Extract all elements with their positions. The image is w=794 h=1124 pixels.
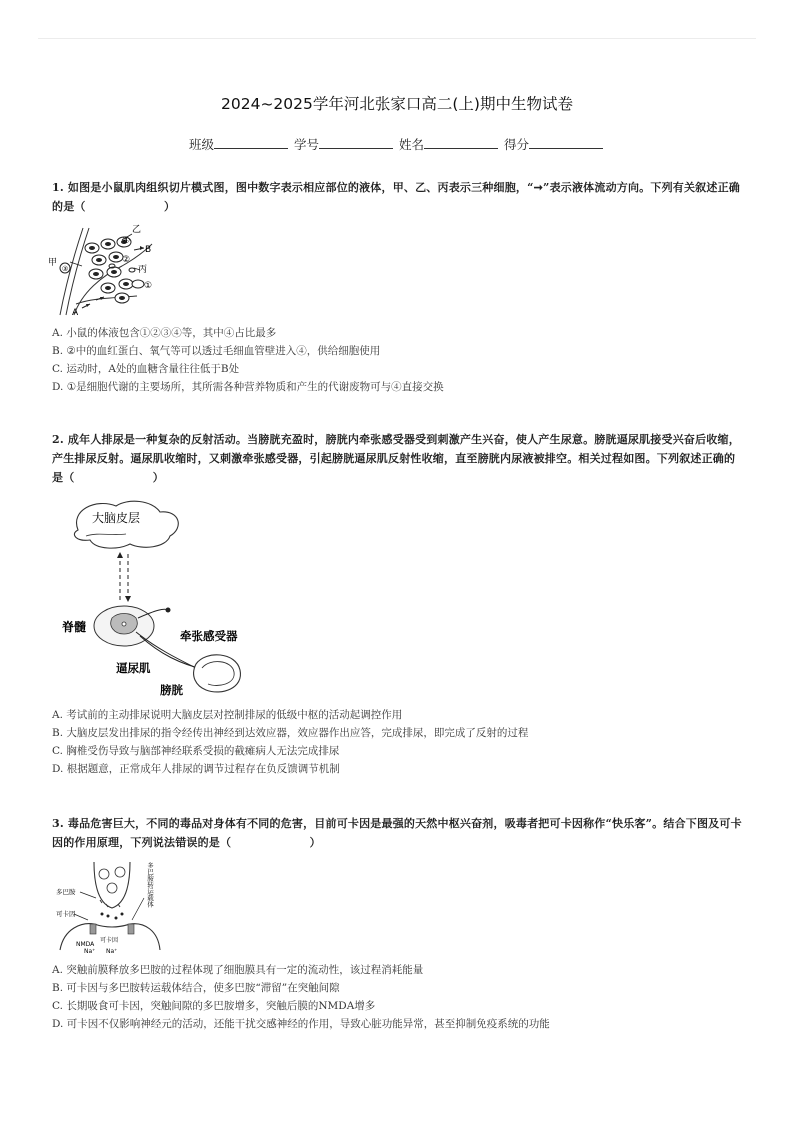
question-3-options [52,961,742,1033]
q3-option-a[interactable]: A. 突触前膜释放多巴胺的过程体现了细胞膜具有一定的流动性，该过程消耗能量 [52,964,424,976]
q3-option-b[interactable]: B. 可卡因与多巴胺转运载体结合，使多巴胺“滞留”在突触间隙 [52,982,340,994]
fig3-label-na-1: Na⁺ [84,948,96,955]
fig2-label-cortex: 大脑皮层 [92,511,141,525]
fig1-label-b: B [145,245,152,255]
fig1-label-yi: 乙 [132,225,142,235]
question-3 [52,814,742,852]
q3-option-d[interactable]: D. 可卡因不仅影响神经元的活动，还能干扰交感神经的作用，导致心脏功能异常，甚至抑制免疫系统的功能 [52,1018,550,1030]
name-blank [424,135,498,149]
question-3-figure [54,858,166,954]
fig1-label-a: A [72,308,79,318]
fig3-label-nmda: NMDA [76,941,95,948]
fig2-label-bladder: 膀胱 [160,683,183,697]
q2-option-d[interactable]: D. 根据题意，正常成年人排尿的调节过程存在负反馈调节机制 [52,763,340,775]
question-1-options [52,324,742,396]
fig3-label-cocaine: 可卡因 [56,910,76,918]
question-1-stem: 1. 如图是小鼠肌肉组织切片模式图，图中数字表示相应部位的液体，甲、乙、丙表示三种细胞，“➞”表示液体流动方向。下列有关叙述正确的是（ ） [52,181,740,213]
class-blank [214,135,288,149]
fig1-label-jia: 甲 [47,258,57,268]
fig1-label-1: ① [144,281,153,291]
q1-option-b[interactable]: B. ②中的血红蛋白、氧气等可以透过毛细血管壁进入④，供给细胞使用 [52,345,381,357]
question-1-figure [47,222,167,318]
fig1-label-bing: 丙 [138,265,148,275]
question-2 [52,430,742,487]
fig2-label-detrusor: 逼尿肌 [116,661,151,675]
score-blank [529,135,603,149]
name-label: 姓名 [398,137,424,152]
fig1-label-3: ③ [61,265,69,273]
question-1 [52,178,742,216]
fig1-label-2: ② [122,255,131,265]
question-2-options [52,706,742,778]
fig3-label-dopamine: 多巴胺 [56,888,76,896]
student-info-line [0,135,794,153]
q1-option-a[interactable]: A. 小鼠的体液包含①②③④等，其中④占比最多 [52,327,277,339]
q2-option-b[interactable]: B. 大脑皮层发出排尿的指令经传出神经到达效应器，效应器作出应答，完成排尿，即完成了反射的过程 [52,727,529,739]
student-id-label: 学号 [293,137,319,152]
q1-option-c[interactable]: C. 运动时，A处的血糖含量往往低于B处 [52,363,240,375]
q1-option-d[interactable]: D. ①是细胞代谢的主要场所，其所需各种营养物质和产生的代谢废物可与④直接交换 [52,381,444,393]
question-2-stem: 2. 成年人排尿是一种复杂的反射活动。当膀胱充盈时，膀胱内牵张感受器受到刺激产生兴奋，使人产生尿意。膀胱逼尿肌接受兴奋后收缩，产生排尿反射。逼尿肌收缩时，又刺激牵张感受器，引起膀胱逼尿肌反射性收缩，直至膀胱内尿液被排空。相关过程如图。下列叙述正确的是（ ） [52,433,740,484]
fig2-label-receptor: 牵张感受器 [180,629,238,643]
fig3-label-na-2: Na⁺ [106,948,118,955]
q2-option-a[interactable]: A. 考试前的主动排尿说明大脑皮层对控制排尿的低级中枢的活动起调控作用 [52,709,403,721]
fig3-label-transporter: 多巴胺转运载体 [146,862,154,908]
fig3-label-cocaine-2: 可卡因 [100,937,119,944]
page-top-rule [38,38,756,39]
question-2-figure [56,500,256,698]
fig1-label-4: ④ [122,236,131,246]
fig2-label-spine: 脊髓 [62,620,87,634]
question-3-stem: 3. 毒品危害巨大，不同的毒品对身体有不同的危害，目前可卡因是最强的天然中枢兴奋剂，吸毒者把可卡因称作“快乐客”。结合下图及可卡因的作用原理，下列说法错误的是（ ） [52,817,742,849]
exam-title: 2024~2025学年河北张家口高二(上)期中生物试卷 [221,95,573,113]
class-label: 班级 [188,137,214,152]
q2-option-c[interactable]: C. 胸椎受伤导致与脑部神经联系受损的截瘫病人无法完成排尿 [52,745,340,757]
q3-option-c[interactable]: C. 长期吸食可卡因，突触间隙的多巴胺增多，突触后膜的NMDA增多 [52,1000,376,1012]
score-label: 得分 [503,137,529,152]
student-id-blank [319,135,393,149]
